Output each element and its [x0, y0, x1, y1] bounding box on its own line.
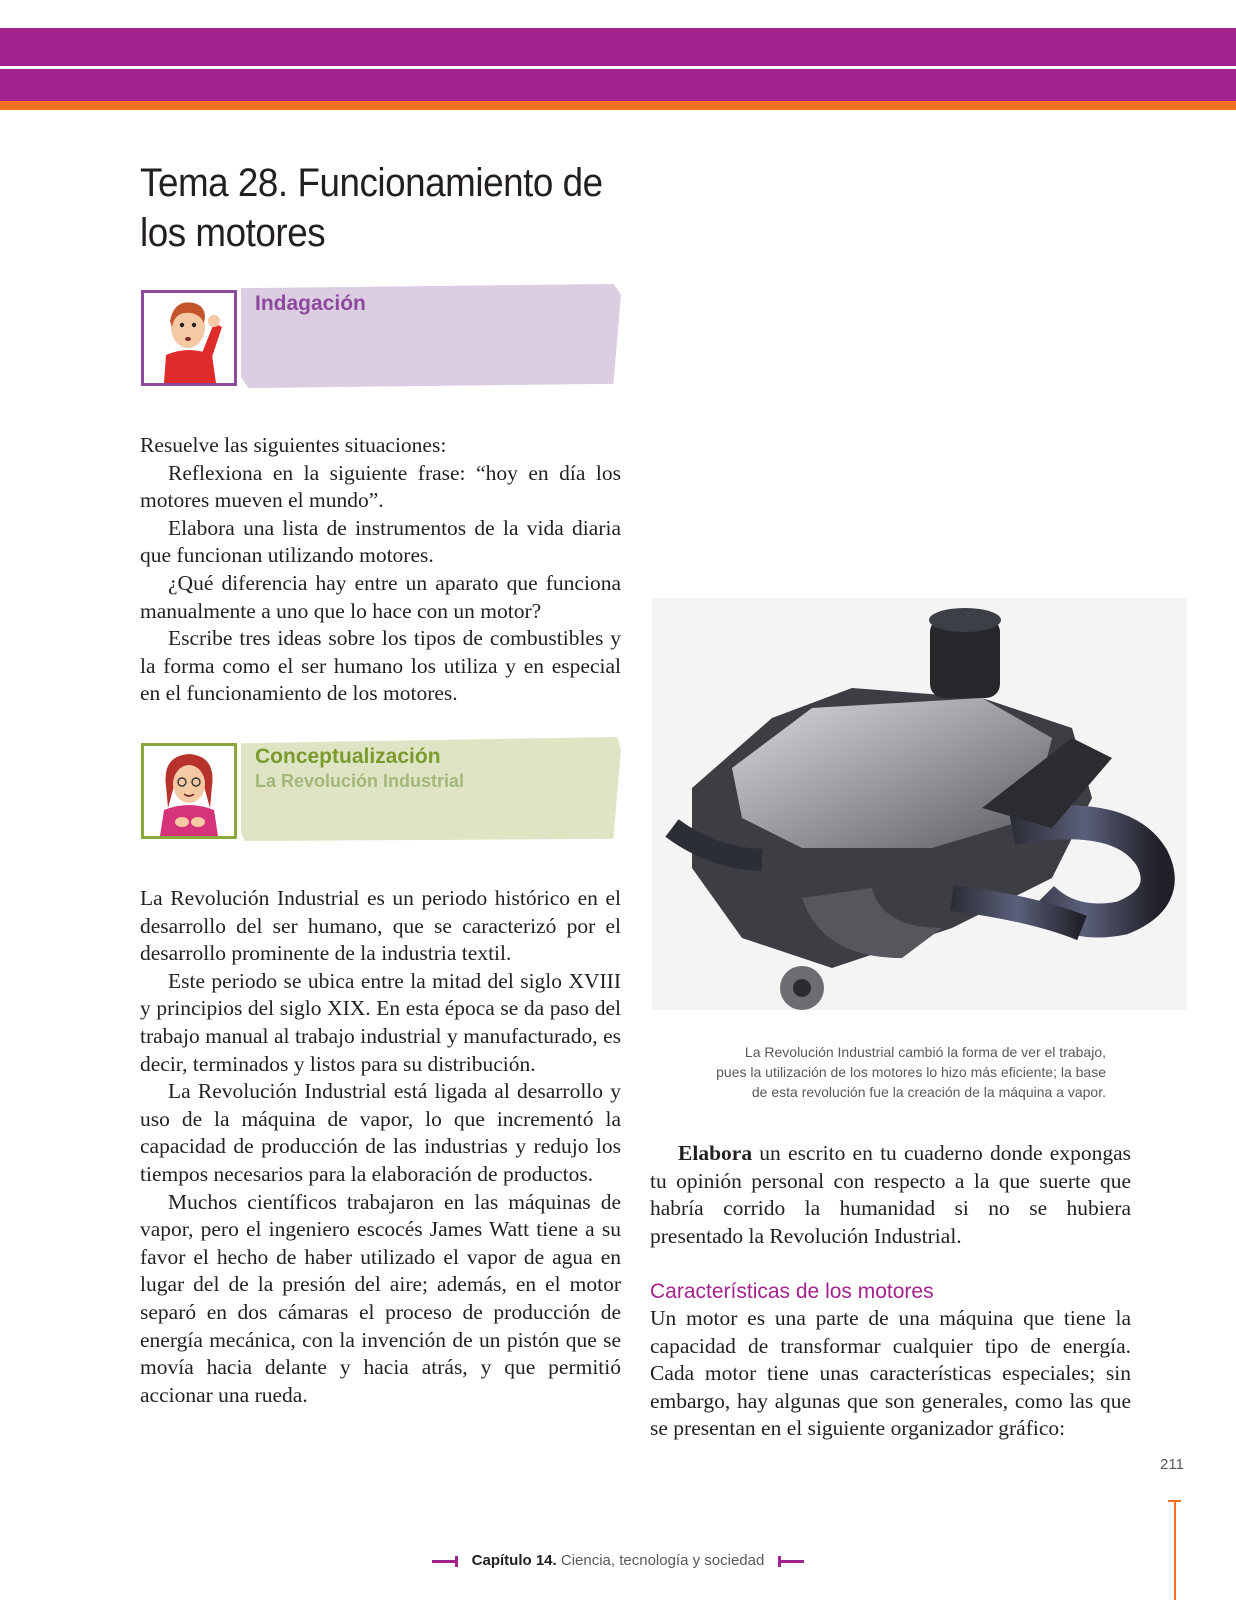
engine-photo [652, 598, 1187, 1010]
header-band-top [0, 28, 1236, 66]
revolucion-section [140, 885, 621, 1409]
caracteristicas-paragraph: Un motor es una parte de una máquina que tiene la capacidad de transformar cualquier tipo de energía. Cada motor tiene unas características especiales; sin embargo, hay algunas que son generales, como las que se presentan en el siguiente organizador gráfico: [650, 1306, 1131, 1441]
indagacion-box [141, 282, 623, 390]
footer-bar-right [778, 1560, 804, 1563]
intro-item: Reflexiona en la siguiente frase: “hoy en día los motores mueven el mundo”. [140, 460, 621, 513]
activity-verb: Elabora [678, 1141, 753, 1165]
intro-section [140, 432, 621, 708]
activity-text: un escrito en tu cuaderno donde expongas tu opinión personal con respecto a la que suerte que habría corrido la humanidad si no se hubiera presentado la Revolución Industrial. [650, 1141, 1131, 1248]
teacher-girl-icon [141, 743, 237, 839]
caption-line: de esta revolución fue la creación de la máquina a vapor. [751, 1084, 1106, 1100]
page-footer [0, 1552, 1236, 1569]
conceptualizacion-heading: Conceptualización [255, 745, 441, 768]
margin-rule [1174, 1500, 1176, 1600]
footer-title: Ciencia, tecnología y sociedad [560, 1552, 765, 1569]
conceptualizacion-subheading: La Revolución Industrial [255, 771, 465, 791]
page-number: 211 [1160, 1456, 1184, 1473]
thinking-boy-icon [141, 290, 237, 386]
page-title: Tema 28. Funcionamiento de los motores [140, 161, 603, 255]
conceptualizacion-box [141, 735, 623, 843]
caracteristicas-heading: Características de los motores [650, 1280, 934, 1303]
intro-lead: Resuelve las siguientes situaciones: [140, 433, 447, 457]
intro-item: Escribe tres ideas sobre los tipos de combustibles y la forma como el ser humano los utiliza y en especial en el funcionamiento de los motores. [140, 626, 621, 706]
revolucion-paragraph: Este periodo se ubica entre la mitad del siglo XVIII y principios del siglo XIX. En esta época se da paso del trabajo manual al trabajo industrial y manufacturado, es decir, terminados y listos para su distribución. [140, 968, 621, 1076]
revolucion-paragraph: La Revolución Industrial es un periodo histórico en el desarrollo del ser humano, que se caracterizó por el desarrollo prominente de la industria textil. [140, 886, 621, 966]
intro-item: ¿Qué diferencia hay entre un aparato que funciona manualmente a uno que lo hace con un motor? [140, 570, 621, 623]
header-band-bottom [0, 69, 1236, 101]
caption-line: La Revolución Industrial cambió la forma de ver el trabajo, [744, 1044, 1106, 1060]
caption-line: pues la utilización de los motores lo hizo más eficiente; la base [716, 1064, 1106, 1080]
activity-paragraph [650, 1140, 1131, 1250]
intro-item: Elabora una lista de instrumentos de la vida diaria que funcionan utilizando motores. [140, 515, 621, 568]
footer-chapter: Capítulo 14. [471, 1552, 557, 1569]
footer-bar-left [432, 1560, 458, 1563]
header-accent-stripe [0, 101, 1236, 110]
figure-caption [652, 1042, 1106, 1102]
indagacion-heading: Indagación [255, 292, 366, 315]
revolucion-paragraph: Muchos científicos trabajaron en las máquinas de vapor, pero el ingeniero escocés James Watt tiene a su favor el hecho de haber utilizado el vapor de agua en lugar del de la presión del aire; además, en el motor separó en dos cámaras el proceso de producción de energía mecánica, con la invención de un pistón que se movía hacia delante y hacia atrás, y que permitió accionar una rueda. [140, 1189, 621, 1407]
revolucion-paragraph: La Revolución Industrial está ligada al desarrollo y uso de la máquina de vapor, lo que incrementó la capacidad de producción de las industrias y redujo los tiempos necesarios para la elaboración de productos. [140, 1079, 621, 1186]
